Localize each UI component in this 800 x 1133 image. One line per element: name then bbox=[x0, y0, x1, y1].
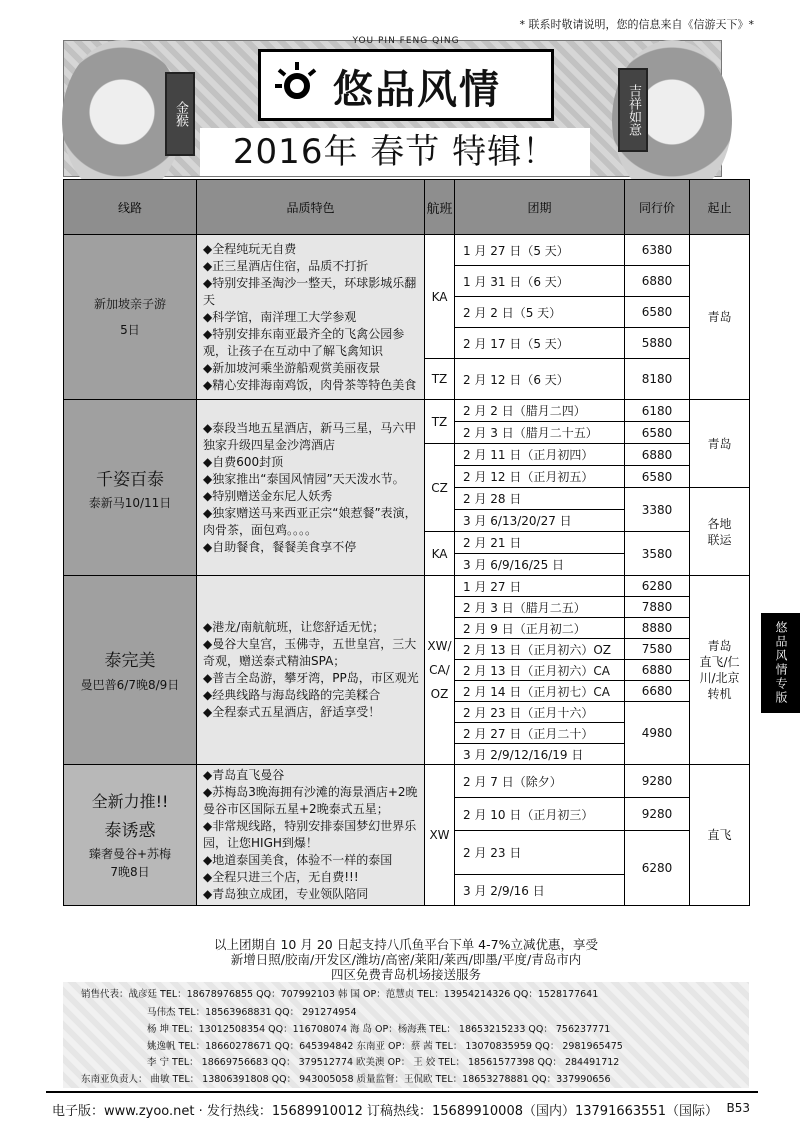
airline-ka: KA bbox=[425, 235, 455, 359]
price-cell: 7880 bbox=[625, 597, 690, 618]
date-cell: 2 月 2 日（腊月二四） bbox=[455, 400, 625, 422]
route-title: 泰诱惑 bbox=[104, 821, 156, 841]
contact-row: 杨 坤 TEL：13012508354 QQ：116708074 海 岛 OP：杨海燕 TEL： 18653215233 QQ： 756237771 bbox=[147, 1024, 611, 1035]
airline-tz: TZ bbox=[425, 400, 455, 444]
date-cell: 2 月 10 日（正月初三） bbox=[455, 798, 625, 831]
route-singapore: 新加坡亲子游 5日 bbox=[64, 235, 197, 400]
contact-row: 马伟杰 TEL：18563968831 QQ： 291274954 bbox=[147, 1007, 357, 1018]
date-cell: 2 月 27 日（正月二十） bbox=[455, 723, 625, 744]
price-cell: 6380 bbox=[625, 235, 690, 266]
promo-notice bbox=[63, 937, 749, 982]
date-cell: 1 月 27 日 bbox=[455, 576, 625, 597]
tour-table bbox=[63, 179, 750, 906]
contact-row: 姚逸帆 TEL：18660278671 QQ：645394842 东南亚 OP：蔡 茜 TEL： 13070835959 QQ： 2981965475 bbox=[147, 1041, 623, 1052]
table-row bbox=[64, 765, 750, 798]
date-cell: 2 月 17 日（5 天） bbox=[455, 328, 625, 359]
departure-singapore: 青岛 bbox=[690, 235, 750, 400]
price-cell: 4980 bbox=[625, 702, 690, 765]
header-departure: 起止 bbox=[690, 180, 750, 235]
price-cell: 6580 bbox=[625, 297, 690, 328]
route-title: 千姿百泰 bbox=[96, 469, 164, 490]
date-cell: 2 月 9 日（正月初二） bbox=[455, 618, 625, 639]
departure-direct: 直飞 bbox=[690, 765, 750, 906]
airline-xw: XW bbox=[425, 765, 455, 906]
price-cell: 9280 bbox=[625, 798, 690, 831]
side-tab: 悠品风情专版 bbox=[761, 613, 800, 713]
date-cell: 2 月 14 日（正月初七）CA bbox=[455, 681, 625, 702]
price-cell: 6280 bbox=[625, 576, 690, 597]
header-price: 同行价 bbox=[625, 180, 690, 235]
date-cell: 2 月 28 日 bbox=[455, 488, 625, 510]
features-thailand: ◆港龙/南航航班，让您舒适无忧； ◆曼谷大皇宫，玉佛寺，五世皇宫，三大奇观，赠送泰式精油SPA； ◆普吉全岛游，攀牙湾，PP岛，市区观光 ◆经典线路与海岛线路的完美糅合 ◆全程泰式五星酒店，舒适享受！ bbox=[197, 576, 425, 765]
scroll-right: 吉祥如意 bbox=[618, 68, 648, 152]
contact-row: 东南亚负责人： 曲敏 TEL： 13806391808 QQ： 943005058 质量监督：王侃欧 TEL：18653278881 QQ：337990656 bbox=[81, 1074, 611, 1085]
monkey-mascot-left-icon bbox=[62, 40, 182, 200]
departure-qingdao: 青岛 bbox=[690, 400, 750, 488]
table-row bbox=[64, 576, 750, 597]
airline-cz: CZ bbox=[425, 444, 455, 532]
header-route: 线路 bbox=[64, 180, 197, 235]
header-dates: 团期 bbox=[455, 180, 625, 235]
page-number: B53 bbox=[726, 1101, 750, 1115]
table-row bbox=[64, 400, 750, 422]
price-cell: 6880 bbox=[625, 444, 690, 466]
airline-xw-ca-oz: XW/ CA/ OZ bbox=[425, 576, 455, 765]
route-promo: 全新力推!! bbox=[91, 792, 169, 811]
route-subtitle: 臻奢曼谷+苏梅 7晚8日 bbox=[88, 847, 172, 879]
price-cell: 6880 bbox=[625, 266, 690, 297]
date-cell: 3 月 6/9/16/25 日 bbox=[455, 554, 625, 576]
price-cell: 9280 bbox=[625, 765, 690, 798]
contact-list bbox=[63, 982, 749, 1088]
date-cell: 2 月 13 日（正月初六）OZ bbox=[455, 639, 625, 660]
route-thailand bbox=[64, 576, 197, 765]
logo-name: 悠品风情 bbox=[333, 67, 501, 113]
promo-line: 新增日照/胶南/开发区/潍坊/高密/莱阳/莱西/即墨/平度/青岛市内 bbox=[230, 952, 582, 967]
price-cell: 7580 bbox=[625, 639, 690, 660]
price-cell: 3380 bbox=[625, 488, 690, 532]
header-airline: 航班 bbox=[425, 180, 455, 235]
price-cell: 6880 bbox=[625, 660, 690, 681]
header-features: 品质特色 bbox=[197, 180, 425, 235]
route-subtitle: 泰新马10/11日 bbox=[88, 495, 172, 510]
contact-row: 销售代表：战彦廷 TEL：18678976855 QQ：707992103 韩 国 OP：范慧贞 TEL：13954214326 QQ：1528177641 bbox=[81, 989, 599, 1000]
price-cell: 5880 bbox=[625, 328, 690, 359]
route-thai-sg-my bbox=[64, 400, 197, 576]
price-cell: 6280 bbox=[625, 831, 690, 906]
date-cell: 2 月 23 日（正月十六） bbox=[455, 702, 625, 723]
features-singapore: ◆全程纯玩无自费 ◆正三星酒店住宿，品质不打折 ◆特别安排圣淘沙一整天，环球影城乐翻天 ◆科学馆，南洋理工大学参观 ◆特别安排东南亚最齐全的飞禽公园参观，让孩子在互动中了解飞禽知识 ◆新加坡河乘坐游船观赏美丽夜景 ◆精心安排海南鸡饭，肉骨茶等特色美食 bbox=[197, 235, 425, 400]
publisher-info: 电子版：www.zyoo.net · 发行热线：15689910012 订稿热线：15689910008（国内）13791663551（国际） bbox=[52, 1104, 718, 1119]
airline-tz: TZ bbox=[425, 359, 455, 400]
airline-ka: KA bbox=[425, 532, 455, 576]
price-cell: 8180 bbox=[625, 359, 690, 400]
departure-thailand: 青岛 直飞/仁川/北京 转机 bbox=[690, 576, 750, 765]
table-row bbox=[64, 235, 750, 266]
date-cell: 2 月 11 日（正月初四） bbox=[455, 444, 625, 466]
route-temptation bbox=[64, 765, 197, 906]
date-cell: 1 月 27 日（5 天） bbox=[455, 235, 625, 266]
date-cell: 2 月 3 日（腊月二十五） bbox=[455, 422, 625, 444]
price-cell: 6680 bbox=[625, 681, 690, 702]
logo-subtitle: YOU PIN FENG QING bbox=[352, 36, 460, 46]
table-header-row bbox=[64, 180, 750, 235]
contact-row: 李 宁 TEL： 18669756683 QQ： 379512774 欧美澳 OP： 王 姣 TEL： 18561577398 QQ： 284491712 bbox=[147, 1057, 620, 1068]
bottom-bar bbox=[46, 1091, 758, 1133]
date-cell: 2 月 2 日（5 天） bbox=[455, 297, 625, 328]
date-cell: 2 月 3 日（腊月二五） bbox=[455, 597, 625, 618]
price-cell: 6580 bbox=[625, 422, 690, 444]
date-cell: 2 月 7 日（除夕） bbox=[455, 765, 625, 798]
date-cell: 2 月 12 日（正月初五） bbox=[455, 466, 625, 488]
route-subtitle: 曼巴普6/7晚8/9日 bbox=[80, 677, 180, 692]
price-cell: 6580 bbox=[625, 466, 690, 488]
logo bbox=[258, 36, 554, 121]
sun-logo-icon bbox=[273, 60, 321, 108]
source-note: * 联系时敬请说明，您的信息来自《信游天下》* bbox=[519, 18, 754, 31]
date-cell: 3 月 6/13/20/27 日 bbox=[455, 510, 625, 532]
date-cell: 3 月 2/9/16 日 bbox=[455, 875, 625, 906]
price-cell: 3580 bbox=[625, 532, 690, 576]
features-temptation: ◆青岛直飞曼谷 ◆苏梅岛3晚海拥有沙滩的海景酒店+2晚曼谷市区国际五星+2晚泰式五星； ◆非常规线路，特别安排泰国梦幻世界乐园，让您HIGH到爆！ ◆地道泰国美食，体验不一样的泰国 ◆全程只进三个店，无自费!!! ◆青岛独立成团，专业领队陪同 bbox=[197, 765, 425, 906]
date-cell: 2 月 23 日 bbox=[455, 831, 625, 875]
date-cell: 2 月 21 日 bbox=[455, 532, 625, 554]
date-cell: 2 月 13 日（正月初六）CA bbox=[455, 660, 625, 681]
scroll-left: 金猴 bbox=[165, 72, 195, 156]
page-title: 2016年 春节 特辑！ bbox=[200, 128, 590, 176]
price-cell: 6180 bbox=[625, 400, 690, 422]
date-cell: 1 月 31 日（6 天） bbox=[455, 266, 625, 297]
date-cell: 2 月 12 日（6 天） bbox=[455, 359, 625, 400]
route-title: 泰完美 bbox=[104, 650, 156, 671]
promo-line: 四区免费青岛机场接送服务 bbox=[330, 967, 481, 982]
date-cell: 3 月 2/9/12/16/19 日 bbox=[455, 744, 625, 765]
price-cell: 8880 bbox=[625, 618, 690, 639]
promo-line: 以上团期自 10 月 20 日起支持八爪鱼平台下单 4-7%立减优惠，享受 bbox=[214, 937, 598, 952]
departure-connect: 各地 联运 bbox=[690, 488, 750, 576]
features-thai-sg-my: ◆泰段当地五星酒店，新马三星，马六甲独家升级四星金沙湾酒店 ◆自费600封顶 ◆独家推出“泰国风情园”天天泼水节。 ◆特别赠送金东尼人妖秀 ◆独家赠送马来西亚正宗“娘惹餐”表演，肉骨茶，面包鸡。。。。 ◆自助餐食，餐餐美食享不停 bbox=[197, 400, 425, 576]
